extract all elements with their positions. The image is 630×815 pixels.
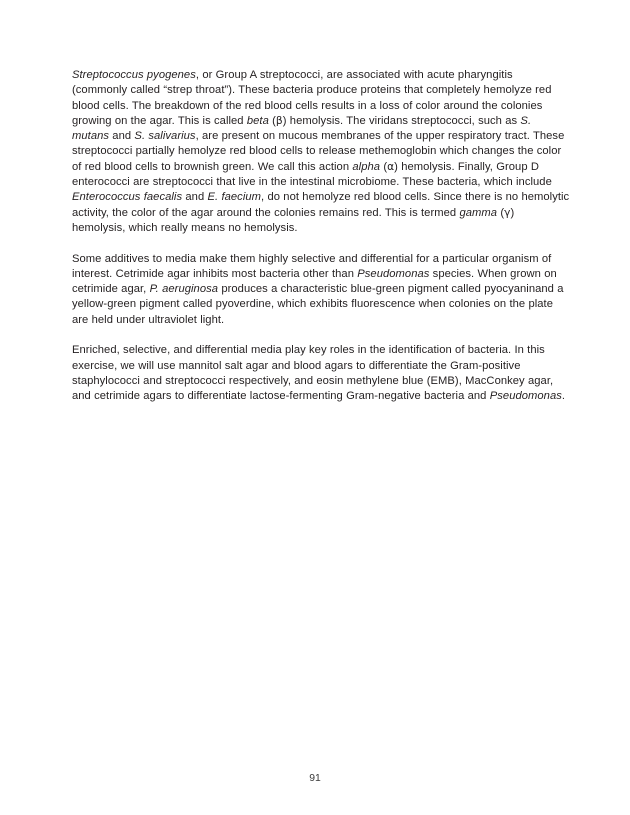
italic-term: E. faecium: [207, 191, 262, 204]
paragraph-summary: Enriched, selective, and differential media play key roles in the identification of bacteria. In this exercise, we will use mannitol salt agar and blood agars to differentiate the Gram-positive staphylococci and streptococci respectively, and eosin methylene blue (EMB), MacConkey agar, and cetrimide agars to differentiate lactose-fermenting Gram-negative bacteria and Pseudomonas.: [72, 344, 566, 403]
italic-term: beta: [246, 114, 269, 127]
page-number: 91: [309, 773, 321, 784]
greek-symbol: α: [387, 160, 395, 173]
italic-term: P. aeruginosa: [149, 283, 219, 296]
paragraph-hemolysis: Streptococcus pyogenes, or Group A streptococci, are associated with acute pharyngitis (commonly called “strep throat”). These bacteria produce proteins that completely hemolyze red blood cells. The breakdown of the red blood cells results in a loss of color around the colonies growing on the agar. This is called beta (β) hemolysis. The viridans streptococci, such as S. mutans and S. salivarius, are present on mucous membranes of the upper respiratory tract. These streptococci partially hemolyze red blood cells to release methemoglobin which changes the color of red blood cells to brownish green. We call this action alpha (α) hemolysis. Finally, Group D enterococci are streptococci that live in the intestinal microbiome. These bacteria, which include Enterococcus faecalis and E. faecium, do not hemolyze red blood cells. Since there is no hemolytic activity, the color of the agar around the colonies remains red. This is termed gamma (γ) hemolysis, which really means no hemolysis.: [72, 69, 570, 234]
italic-term: Streptococcus pyogenes: [72, 69, 196, 81]
italic-term: S. mutans: [72, 114, 532, 143]
page-body-text: [72, 68, 570, 405]
italic-term: gamma: [459, 206, 498, 219]
greek-symbol: γ: [504, 206, 511, 219]
paragraph-cetrimide: Some additives to media make them highly selective and differential for a particular organism of interest. Cetrimide agar inhibits most bacteria other than Pseudomonas species. When grown on cetrimide agar, P. aeruginosa produces a characteristic blue-green pigment called pyocyaninand a yellow-green pigment called pyoverdine, which exhibits fluorescence when colonies on the plate are held under ultraviolet light.: [72, 252, 564, 326]
italic-term: S. salivarius: [134, 130, 196, 143]
greek-symbol: β: [275, 114, 283, 127]
italic-term: Enterococcus faecalis: [72, 191, 183, 204]
italic-term: alpha: [352, 160, 381, 173]
italic-term: Pseudomonas: [489, 390, 562, 403]
italic-term: Pseudomonas: [357, 267, 430, 280]
